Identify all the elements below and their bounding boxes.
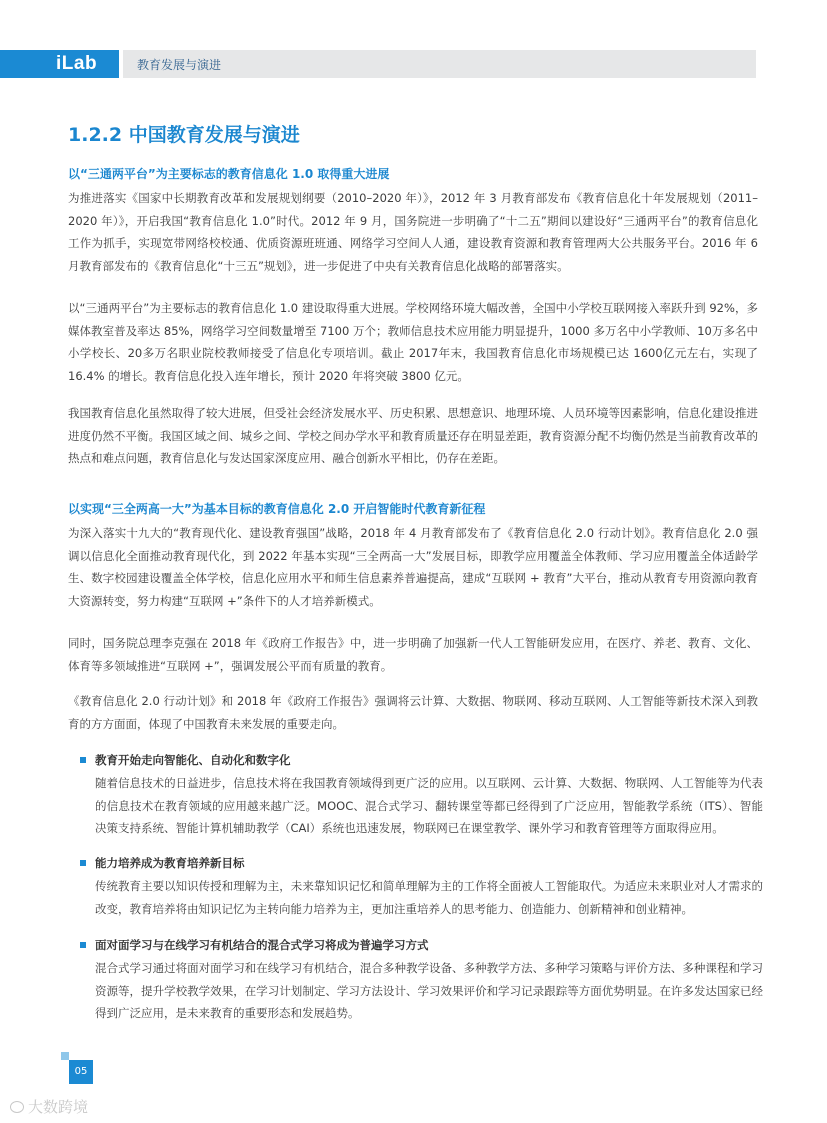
bullet-2-text: 传统教育主要以知识传授和理解为主，未来靠知识记忆和简单理解为主的工作将全面被人工智能取代。为适应未来职业对人才需求的改变，教育培养将由知识记忆为主转向能力培养为主，更加注重培养人的思考能力、创造能力、创新精神和创业精神。: [95, 879, 763, 916]
page-number: 05: [69, 1060, 93, 1084]
bullet-square-icon: [80, 860, 86, 866]
section-title: 1.2.2 中国教育发展与演进: [68, 124, 300, 146]
bullet-3-title: 面对面学习与在线学习有机结合的混合式学习将成为普遍学习方式: [80, 937, 429, 953]
subheading-1: 以“三通两平台”为主要标志的教育信息化 1.0 取得重大进展: [68, 167, 390, 181]
ilab-logo: [0, 50, 119, 78]
paragraph-6: 《教育信息化 2.0 行动计划》和 2018 年《政府工作报告》强调将云计算、大数据、物联网、移动互联网、人工智能等新技术深入到教育的方方面面，体现了中国教育未来发展的重要走向。: [68, 694, 758, 731]
watermark: 大数跨境: [10, 1096, 88, 1117]
paragraph-3: 我国教育信息化虽然取得了较大进展，但受社会经济发展水平、历史积累、思想意识、地理环境、人员环境等因素影响，信息化建设推进进度仍然不平衡。我国区域之间、城乡之间、学校之间办学水平和教育质量还存在明显差距，教育资源分配不均衡仍然是当前教育改革的热点和难点问题，教育信息化与发达国家深度应用、融合创新水平相比，仍存在差距。: [68, 406, 758, 465]
bullet-3-text: 混合式学习通过将面对面学习和在线学习有机结合，混合多种教学设备、多种教学方法、多种学习策略与评价方法、多种课程和学习资源等，提升学校教学效果，在学习计划制定、学习方法设计、学习效果评价和学习记录跟踪等方面优势明显。在许多发达国家已经得到广泛应用，是未来教育的重要形态和发展趋势。: [95, 961, 763, 1020]
header-bar: [123, 50, 756, 78]
logo-text: iLab: [56, 53, 98, 74]
bullet-1-title: 教育开始走向智能化、自动化和数字化: [80, 752, 291, 768]
bullet-square-icon: [80, 757, 86, 763]
subheading-2: 以实现“三全两高一大”为基本目标的教育信息化 2.0 开启智能时代教育新征程: [68, 502, 486, 516]
paragraph-1: 为推进落实《国家中长期教育改革和发展规划纲要（2010–2020 年）》，2012 年 3 月教育部发布《教育信息化十年发展规划（2011–2020 年）》，开启我国“教育信息化 1.0”时代。2012 年 9 月，国务院进一步明确了“十二五”期间以建设好“三通两平台”的教育信息化工作为抓手，实现宽带网络校校通、优质资源班班通、网络学习空间人人通，建设教育资源和教育管理两大公共服务平台。2016 年 6 月教育部发布的《教育信息化“十三五”规划》，进一步促进了中央有关教育信息化战略的部署落实。: [68, 191, 758, 273]
bullet-2-title: 能力培养成为教育培养新目标: [80, 855, 245, 871]
watermark-icon: [10, 1101, 24, 1113]
paragraph-4: 为深入落实十九大的“教育现代化、建设教育强国”战略，2018 年 4 月教育部发布了《教育信息化 2.0 行动计划》。教育信息化 2.0 强调以信息化全面推动教育现代化，到 2022 年基本实现“三全两高一大”发展目标，即教学应用覆盖全体教师、学习应用覆盖全体适龄学生、数字校园建设覆盖全体学校，信息化应用水平和师生信息素养普遍提高，建成“互联网 + 教育”大平台，推动从教育专用资源向教育大资源转变，努力构建“互联网 +”条件下的人才培养新模式。: [68, 526, 758, 608]
bullet-1-text: 随着信息技术的日益进步，信息技术将在我国教育领域得到更广泛的应用。以互联网、云计算、大数据、物联网、人工智能等为代表的信息技术在教育领域的应用越来越广泛。MOOC、混合式学习、翻转课堂等都已经得到了广泛应用，智能教学系统（ITS）、智能决策支持系统、智能计算机辅助教学（CAI）系统也迅速发展，物联网已在课堂教学、课外学习和教育管理等方面取得应用。: [95, 776, 763, 835]
bullet-square-icon: [80, 942, 86, 948]
page-header: [0, 50, 756, 78]
paragraph-5: 同时，国务院总理李克强在 2018 年《政府工作报告》中，进一步明确了加强新一代人工智能研发应用，在医疗、养老、教育、文化、体育等多领域推进“互联网 +”，强调发展公平而有质量的教育。: [68, 636, 758, 673]
page-number-decoration: [61, 1052, 69, 1060]
header-title: 教育发展与演进: [137, 58, 222, 72]
paragraph-2: 以“三通两平台”为主要标志的教育信息化 1.0 建设取得重大进展。学校网络环境大幅改善，全国中小学校互联网接入率跃升到 92%，多媒体教室普及率达 85%，网络学习空间数量增至 7100 万个；教师信息技术应用能力明显提升，1000 多万名中小学教师、10万多名中小学校长、20多万名职业院校教师接受了信息化专项培训。截止 2017年末，我国教育信息化市场规模已达 1600亿元左右，实现了 16.4% 的增长。教育信息化投入连年增长，预计 2020 年将突破 3800 亿元。: [68, 301, 758, 383]
